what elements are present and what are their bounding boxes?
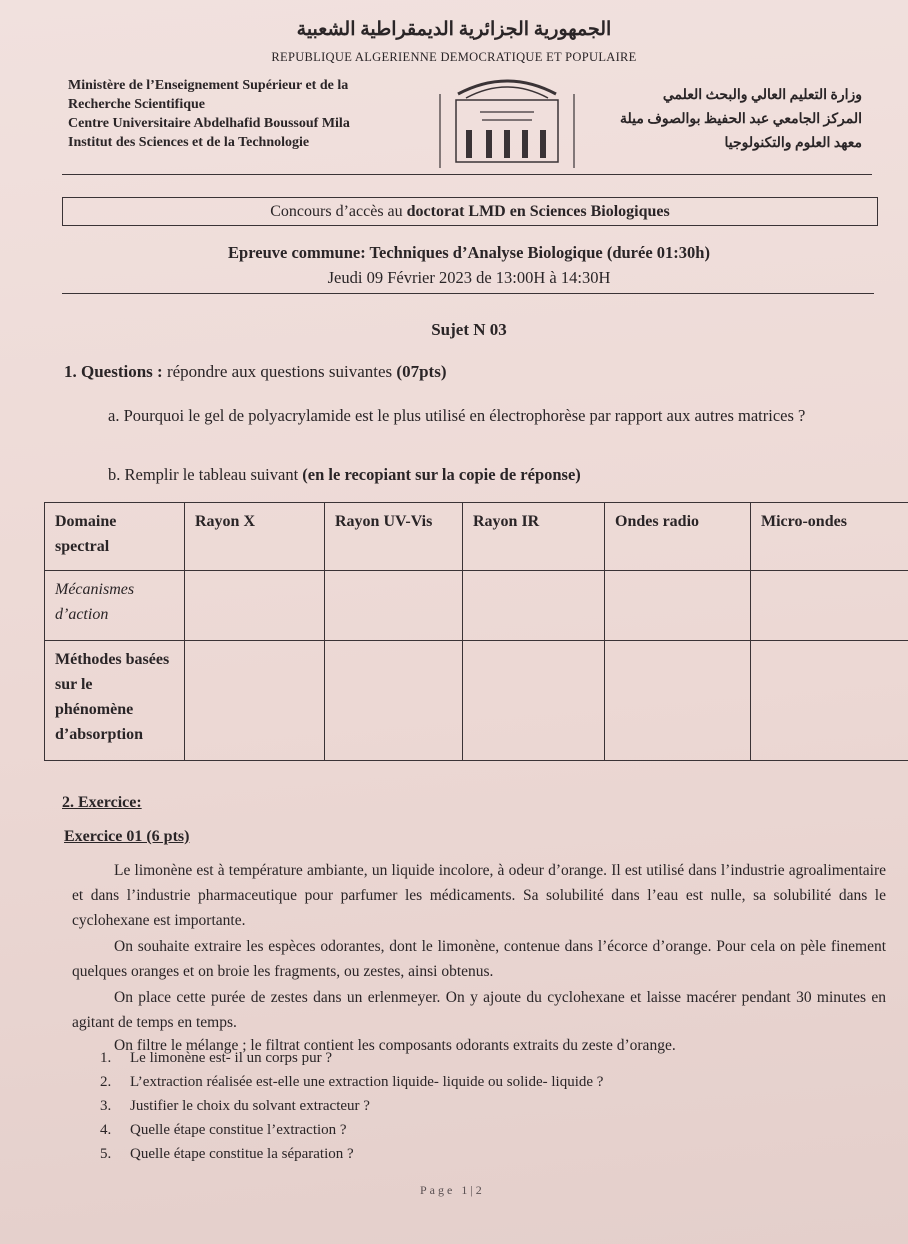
item-number: 4. — [100, 1122, 112, 1138]
item-number: 3. — [100, 1098, 112, 1114]
spectral-table — [44, 502, 908, 761]
item-number: 1. — [100, 1050, 112, 1066]
table-cell-empty[interactable] — [325, 571, 463, 641]
page-number: Page 1|2 — [420, 1183, 485, 1197]
table-header-cell: Micro-ondes — [751, 503, 908, 571]
institution-line: Institut des Sciences et de la Technologie — [68, 135, 310, 150]
exercise-paragraph: On souhaite extraire les espèces odorantes, dont le limonène, contenue dans l’écorce d’orange. Pour cela on pèle finement quelques oranges et on broie les fragments, ou zestes, ainsi obtenus. — [72, 938, 886, 980]
exercise-paragraph: Le limonène est à température ambiante, un liquide incolore, à odeur d’orange. Il est utilisé dans l’industrie agroalimentaire et dans l’industrie pharmaceutique pour parfumer les médicaments. Sa solubilité dans l’eau est nulle, sa solubilité dans le cyclohexane est importante. — [72, 862, 886, 929]
exercise-paragraph: On filtre le mélange ; le filtrat contient les composants odorants extraits du zeste d’orange. — [114, 1037, 676, 1054]
item-number: 5. — [100, 1146, 112, 1162]
table-cell-empty[interactable] — [185, 641, 325, 761]
table-cell-empty[interactable] — [185, 571, 325, 641]
item-number: 2. — [100, 1074, 112, 1090]
institution-line-ar: معهد العلوم والتكنولوجيا — [724, 136, 862, 151]
table-header-cell: Ondes radio — [605, 503, 751, 571]
table-cell-empty[interactable] — [751, 641, 908, 761]
exercise-paragraph: On place cette purée de zestes dans un erlenmeyer. On y ajoute du cyclohexane et laisse macérer pendant 30 minutes en agitant de temps en temps. — [72, 989, 886, 1031]
item-text: Quelle étape constitue l’extraction ? — [130, 1122, 347, 1138]
institution-line-ar: المركز الجامعي عبد الحفيظ بوالصوف ميلة — [620, 112, 862, 127]
table-cell-empty[interactable] — [605, 641, 751, 761]
item-text: Justifier le choix du solvant extracteur ? — [130, 1098, 370, 1114]
institution-line: Ministère de l’Enseignement Supérieur et de la — [68, 78, 349, 93]
title-divider — [62, 293, 874, 294]
table-cell-empty[interactable] — [751, 571, 908, 641]
table-row — [45, 571, 908, 641]
questions-heading — [64, 362, 446, 382]
concours-subject: doctorat LMD en Sciences Biologiques — [406, 203, 670, 220]
row-label-mechanisms: Mécanismes d’action — [45, 571, 185, 641]
institution-line-ar: وزارة التعليم العالي والبحث العلمي — [662, 88, 862, 103]
item-text: Le limonène est- il un corps pur ? — [130, 1050, 333, 1066]
row-label-absorption-methods: Méthodes basées sur le phénomène d’absorption — [45, 641, 185, 761]
table-cell-empty[interactable] — [325, 641, 463, 761]
question-a: a. Pourquoi le gel de polyacrylamide est le plus utilisé en électrophorèse par rapport aux autres matrices ? — [108, 406, 806, 425]
list-item — [100, 1094, 603, 1118]
item-text: Quelle étape constitue la séparation ? — [130, 1146, 354, 1162]
exam-date: Jeudi 09 Février 2023 de 13:00H à 14:30H — [327, 268, 611, 287]
exercise-section-heading: 2. Exercice: — [62, 794, 142, 811]
institution-block-fr — [68, 76, 438, 152]
question-b-text: b. Remplir le tableau suivant — [108, 465, 303, 484]
list-item — [100, 1046, 603, 1070]
subject-number: Sujet N 03 — [431, 320, 507, 339]
list-item — [100, 1070, 603, 1094]
table-cell-empty[interactable] — [605, 571, 751, 641]
exam-title: Epreuve commune: Techniques d’Analyse Biologique (durée 01:30h) — [228, 243, 710, 262]
table-cell-empty[interactable] — [463, 571, 605, 641]
header-divider — [62, 174, 872, 175]
exercise-question-list — [100, 1046, 603, 1166]
institution-line: Centre Universitaire Abdelhafid Boussouf Mila — [68, 116, 350, 131]
table-header-cell: Domaine spectral — [45, 503, 185, 571]
concours-prefix: Concours d’accès au — [270, 203, 407, 220]
table-cell-empty[interactable] — [463, 641, 605, 761]
exercise-title: Exercice 01 (6 pts) — [64, 828, 190, 845]
university-logo-icon — [438, 72, 576, 170]
arabic-republic-title: الجمهورية الجزائرية الديمقراطية الشعبية — [296, 19, 612, 40]
question-b — [108, 465, 581, 485]
table-header-cell: Rayon IR — [463, 503, 605, 571]
french-republic-title: REPUBLIQUE ALGERIENNE DEMOCRATIQUE ET POPULAIRE — [271, 50, 637, 64]
institution-block-ar — [602, 84, 862, 156]
question-b-note: (en le recopiant sur la copie de réponse) — [302, 465, 581, 484]
list-item — [100, 1118, 603, 1142]
list-item — [100, 1142, 603, 1166]
concours-box — [62, 197, 878, 226]
table-header-row — [45, 503, 908, 571]
table-row — [45, 641, 908, 761]
questions-heading-points: (07pts) — [396, 362, 447, 381]
questions-heading-number: 1. Questions : — [64, 362, 163, 381]
item-text: L’extraction réalisée est-elle une extraction liquide- liquide ou solide- liquide ? — [130, 1074, 604, 1090]
table-header-cell: Rayon UV-Vis — [325, 503, 463, 571]
questions-heading-text: répondre aux questions suivantes — [162, 362, 397, 381]
institution-line: Recherche Scientifique — [68, 97, 205, 112]
table-header-cell: Rayon X — [185, 503, 325, 571]
